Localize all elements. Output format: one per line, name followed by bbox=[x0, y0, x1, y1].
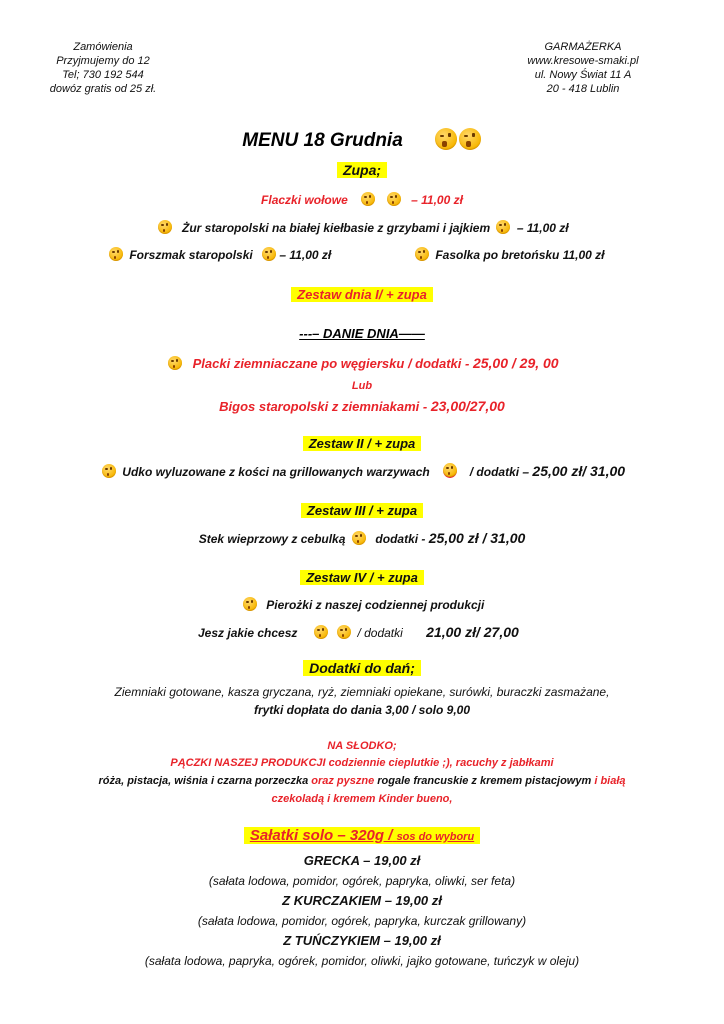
placki-row bbox=[0, 355, 724, 371]
salatka-desc-text: (sałata lodowa, papryka, ogórek, pomidor, oliwki, jajko gotowane, tuńczyk w oleju) bbox=[144, 954, 580, 968]
zur-price: – 11,00 zł bbox=[516, 221, 569, 235]
slodko-text: rogale francuskie z kremem pistacjowym bbox=[377, 775, 592, 787]
header-line: Przyjmujemy do 12 bbox=[56, 55, 150, 67]
stek-extra: dodatki - bbox=[375, 532, 426, 546]
dodatki-line bbox=[0, 703, 724, 717]
flaczki-row bbox=[0, 192, 724, 207]
soup-heading-row bbox=[0, 162, 724, 178]
zestaw3-heading: Zestaw III / + zupa bbox=[301, 503, 423, 518]
slodko-line bbox=[0, 775, 724, 787]
slodko-line bbox=[0, 757, 724, 769]
stek-row bbox=[0, 530, 724, 546]
pierozki-label: Pierożki z naszej codziennej produkcji bbox=[266, 598, 485, 612]
salatka-grecka bbox=[0, 853, 724, 868]
wink-emoji-icon bbox=[361, 192, 375, 206]
dodatki-line bbox=[0, 685, 724, 699]
udko-price: 25,00 zł/ 31,00 bbox=[532, 463, 626, 479]
stek-label: Stek wieprzowy z cebulką bbox=[198, 532, 346, 546]
wink-emoji-icon bbox=[443, 463, 457, 478]
slodko-text: róża, pistacja, wiśnia i czarna porzeczka bbox=[98, 775, 309, 787]
lub-row bbox=[0, 380, 724, 392]
wink-emoji-icon bbox=[109, 247, 123, 261]
wink-emoji-icon bbox=[168, 356, 182, 370]
zestaw4-heading: Zestaw IV / + zupa bbox=[300, 570, 424, 585]
zestaw2-heading-row bbox=[0, 436, 724, 451]
lub-label: Lub bbox=[351, 380, 373, 392]
header-address bbox=[498, 40, 668, 96]
page-title-row bbox=[0, 128, 724, 152]
wink-emoji-icon bbox=[337, 625, 351, 639]
slodko-text: PĄCZKI NASZEJ PRODUKCJI codziennie cieplutkie ;), racuchy z jabłkami bbox=[170, 757, 554, 769]
salatka-tunczyk bbox=[0, 933, 724, 948]
pierozki-row bbox=[0, 597, 724, 612]
stek-price: 25,00 zł / 31,00 bbox=[428, 530, 526, 546]
dodatki-heading: Dodatki do dań; bbox=[303, 660, 421, 676]
header-line: 20 - 418 Lublin bbox=[546, 83, 620, 95]
slodko-heading-row bbox=[0, 740, 724, 752]
slodko-heading: NA SŁODKO; bbox=[327, 740, 397, 752]
salatka-desc-text: (sałata lodowa, pomidor, ogórek, papryka, kurczak grillowany) bbox=[197, 914, 527, 928]
fasolka-label: Fasolka po bretońsku 11,00 zł bbox=[435, 248, 605, 262]
slodko-text: czekoladą i kremem Kinder bueno, bbox=[271, 793, 453, 805]
dodatki-text: Ziemniaki gotowane, kasza gryczana, ryż, ziemniaki opiekane, surówki, buraczki zasmażane, bbox=[114, 685, 610, 699]
wink-emoji-icon bbox=[102, 464, 116, 478]
bigos-price: 23,00/27,00 bbox=[430, 398, 505, 414]
forszmak-label: Forszmak staropolski bbox=[129, 248, 253, 262]
salatki-heading-text: Sałatki solo – 320g / bbox=[249, 827, 393, 844]
zestaw1-heading-row bbox=[0, 287, 724, 302]
udko-extra: / dodatki – bbox=[469, 465, 530, 479]
wink-emoji-icon bbox=[243, 597, 257, 611]
wink-emoji-icon bbox=[352, 531, 366, 545]
wink-emoji-icon bbox=[415, 247, 429, 261]
zestaw2-heading: Zestaw II / + zupa bbox=[303, 436, 422, 451]
salatka-kurczak bbox=[0, 893, 724, 908]
page-title: MENU 18 Grudnia bbox=[242, 130, 403, 151]
salatka-desc bbox=[0, 874, 724, 888]
salatka-desc bbox=[0, 914, 724, 928]
udko-label: Udko wyluzowane z kości na grillowanych warzywach bbox=[122, 465, 430, 479]
fasolka-row bbox=[412, 247, 605, 262]
bigos-row bbox=[0, 398, 724, 414]
header-contact bbox=[28, 40, 178, 96]
jesz-extra: / dodatki bbox=[357, 626, 403, 640]
salatka-name: GRECKA – 19,00 zł bbox=[303, 853, 421, 868]
wink-emoji-icon bbox=[435, 128, 457, 150]
forszmak-price: – 11,00 zł bbox=[279, 248, 332, 262]
zestaw3-heading-row bbox=[0, 503, 724, 518]
wink-emoji-icon bbox=[496, 220, 510, 234]
wink-emoji-icon bbox=[387, 192, 401, 206]
jesz-label: Jesz jakie chcesz bbox=[198, 626, 298, 640]
bigos-label: Bigos staropolski z ziemniakami - bbox=[219, 399, 428, 414]
salatka-desc-text: (sałata lodowa, pomidor, ogórek, papryka, oliwki, ser feta) bbox=[208, 874, 516, 888]
salatka-desc bbox=[0, 954, 724, 968]
slodko-text: oraz pyszne bbox=[311, 775, 375, 787]
slodko-text: i białą bbox=[594, 775, 626, 787]
forszmak-row bbox=[106, 247, 331, 262]
header-line: www.kresowe-smaki.pl bbox=[527, 55, 639, 67]
salatka-name: Z KURCZAKIEM – 19,00 zł bbox=[282, 893, 442, 908]
zur-label: Żur staropolski na białej kiełbasie z grzybami i jajkiem bbox=[182, 221, 491, 235]
placki-label: Placki ziemniaczane po węgiersku / dodatki - bbox=[192, 356, 470, 371]
dodatki-heading-row bbox=[0, 660, 724, 676]
header-line: GARMAŻERKA bbox=[544, 41, 622, 53]
header-line: Zamówienia bbox=[73, 41, 133, 53]
placki-price: 25,00 / 29, 00 bbox=[472, 355, 559, 371]
jesz-row bbox=[198, 624, 519, 640]
wink-emoji-icon bbox=[459, 128, 481, 150]
salatki-heading-row bbox=[0, 827, 724, 844]
zestaw4-heading-row bbox=[0, 570, 724, 585]
slodko-line bbox=[0, 793, 724, 805]
header-line: dowóz gratis od 25 zł. bbox=[49, 83, 157, 95]
salatki-heading-small: sos do wyboru bbox=[396, 831, 475, 843]
zestaw1-heading: Zestaw dnia I/ + zupa bbox=[291, 287, 433, 302]
flaczki-label: Flaczki wołowe bbox=[261, 193, 348, 207]
zur-row bbox=[0, 220, 724, 235]
soup-heading: Zupa; bbox=[337, 162, 387, 178]
salatki-heading bbox=[244, 827, 480, 844]
header-line: ul. Nowy Świat 11 A bbox=[534, 69, 632, 81]
danie-dnia-row bbox=[0, 326, 724, 341]
wink-emoji-icon bbox=[314, 625, 328, 639]
udko-row bbox=[0, 463, 724, 479]
wink-emoji-icon bbox=[262, 247, 276, 261]
wink-emoji-icon bbox=[158, 220, 172, 234]
jesz-price: 21,00 zł/ 27,00 bbox=[426, 624, 519, 640]
flaczki-price: – 11,00 zł bbox=[411, 193, 463, 207]
header-line: Tel; 730 192 544 bbox=[62, 69, 144, 81]
salatka-name: Z TUŃCZYKIEM – 19,00 zł bbox=[283, 933, 441, 948]
danie-dnia-heading: ---– DANIE DNIA—— bbox=[299, 326, 425, 341]
dodatki-text: frytki dopłata do dania 3,00 / solo 9,00 bbox=[253, 703, 471, 717]
